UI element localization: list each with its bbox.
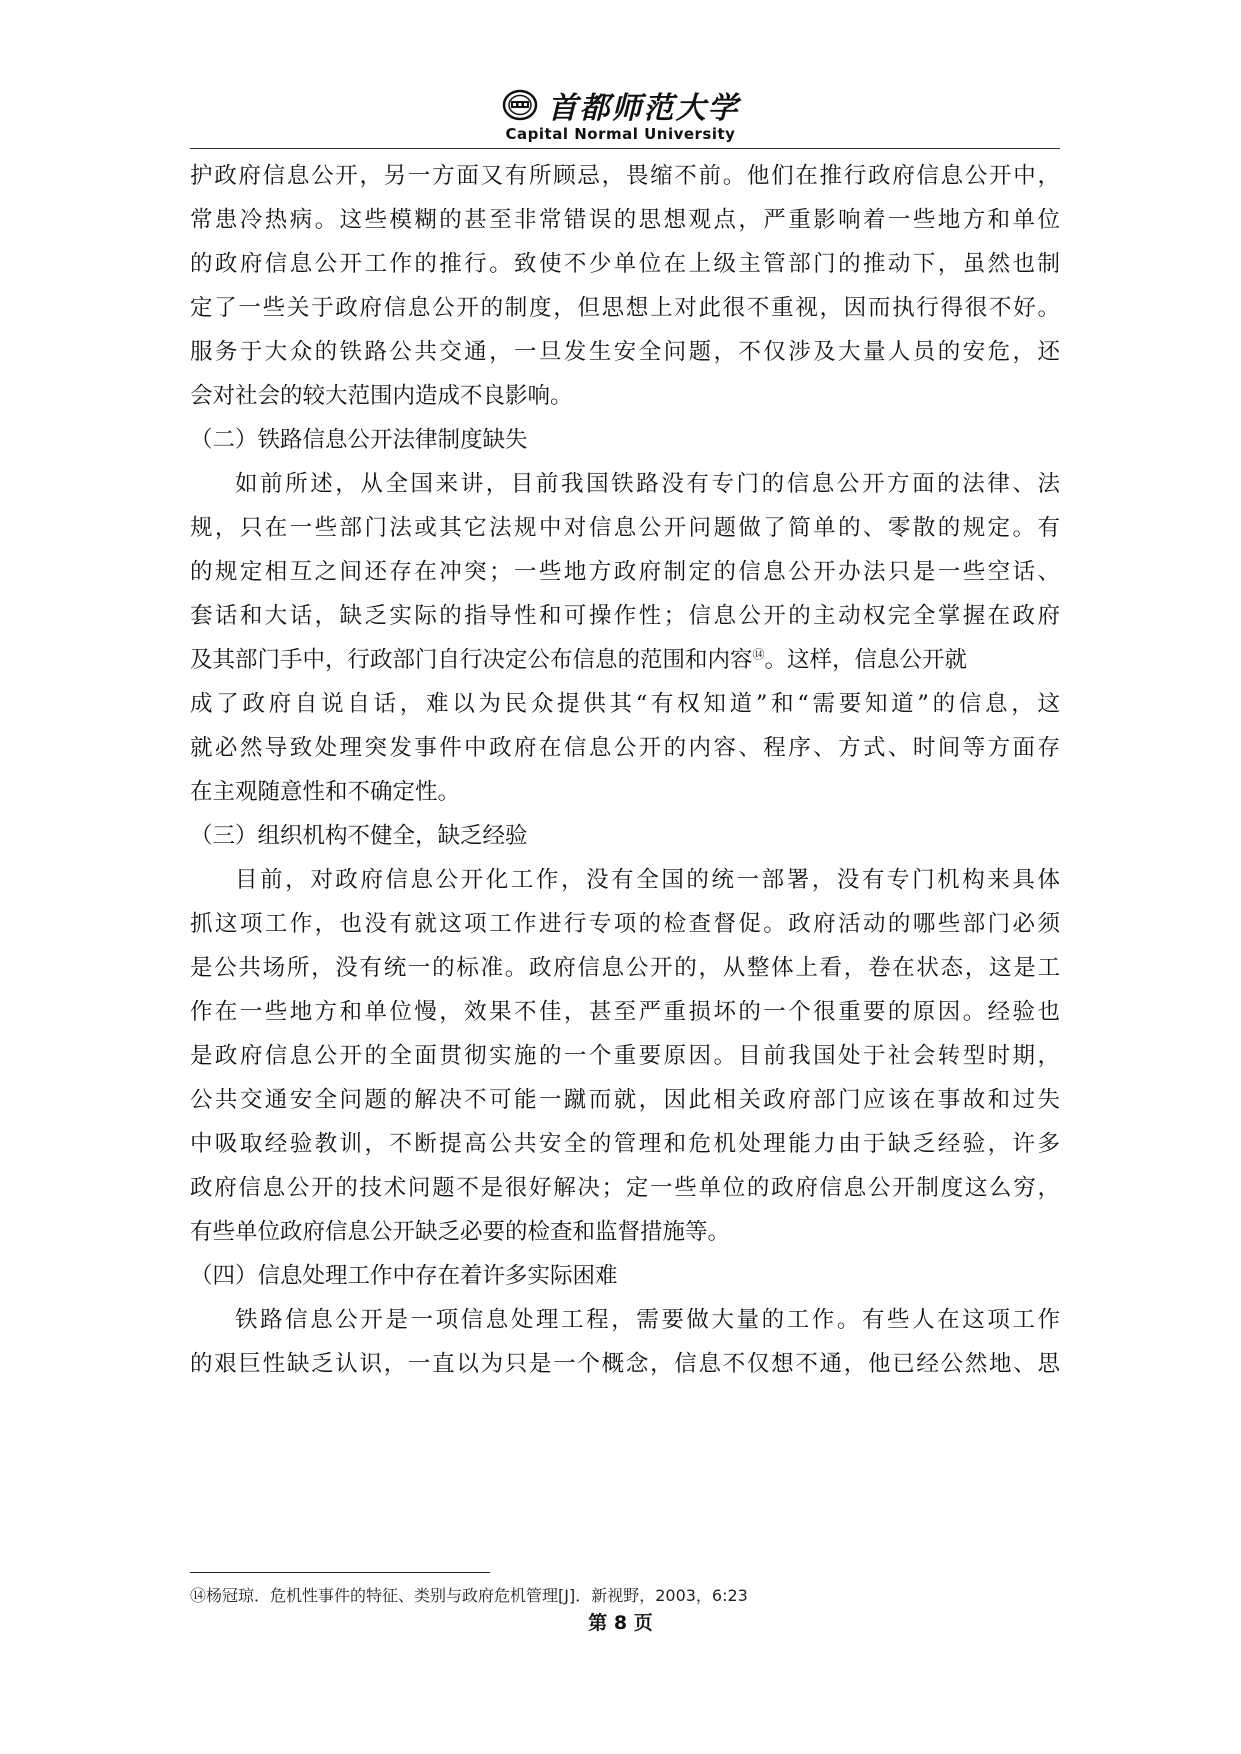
text-line-with-footnote [190, 638, 1060, 682]
text-line: 政府信息公开的技术问题不是很好解决；定一些单位的政府信息公开制度这么穷， [190, 1175, 1060, 1201]
text-line: 的规定相互之间还存在冲突；一些地方政府制定的信息公开办法只是一些空话、 [190, 559, 1060, 585]
text-line: 在主观随意性和不确定性。 [190, 779, 461, 805]
text-line: 是公共场所，没有统一的标准。政府信息公开的，从整体上看，卷在状态，这是工 [190, 955, 1060, 981]
text-segment: 及其部门手中，行政部门自行决定公布信息的范围和内容 [190, 647, 753, 673]
footnote: ⑭杨冠琼．危机性事件的特征、类别与政府危机管理[J]．新视野，2003，6:23 [190, 1586, 748, 1605]
university-seal-icon [502, 89, 538, 121]
text-line: 常患冷热病。这些模糊的甚至非常错误的思想观点，严重影响着一些地方和单位 [190, 207, 1060, 233]
body-text [190, 154, 1060, 1386]
text-line: 如前所述，从全国来讲，目前我国铁路没有专门的信息公开方面的法律、法 [235, 471, 1060, 497]
university-name-cn: 首都师范大学 [547, 91, 740, 126]
footnote-divider [190, 1572, 490, 1573]
text-segment: 。这样，信息公开就 [764, 647, 968, 673]
text-line: 抓这项工作，也没有就这项工作进行专项的检查督促。政府活动的哪些部门必须 [190, 911, 1060, 937]
section-heading: （三）组织机构不健全，缺乏经验 [190, 823, 528, 849]
page-number: 第 8 页 [588, 1612, 653, 1634]
university-logo [502, 86, 740, 124]
text-line: 成了政府自说自话，难以为民众提供其“有权知道”和“需要知道”的信息，这 [190, 691, 1060, 717]
text-line: 服务于大众的铁路公共交通，一旦发生安全问题，不仅涉及大量人员的安危，还 [190, 339, 1060, 365]
text-line: 中吸取经验教训，不断提高公共安全的管理和危机处理能力由于缺乏经验，许多 [190, 1131, 1060, 1157]
text-line: 护政府信息公开，另一方面又有所顾忌，畏缩不前。他们在推行政府信息公开中， [190, 163, 1060, 189]
section-heading: （二）铁路信息公开法律制度缺失 [190, 427, 528, 453]
text-line: 定了一些关于政府信息公开的制度，但思想上对此很不重视，因而执行得很不好。 [190, 295, 1060, 321]
university-name-en: Capital Normal University [505, 125, 736, 143]
text-line: 规，只在一些部门法或其它法规中对信息公开问题做了简单的、零散的规定。有 [190, 515, 1060, 541]
text-line: 的艰巨性缺乏认识，一直以为只是一个概念，信息不仅想不通，他已经公然地、思 [190, 1351, 1060, 1377]
text-line: 有些单位政府信息公开缺乏必要的检查和监督措施等。 [190, 1219, 731, 1245]
text-line: 套话和大话，缺乏实际的指导性和可操作性；信息公开的主动权完全掌握在政府 [190, 603, 1060, 629]
text-line: 是政府信息公开的全面贯彻实施的一个重要原因。目前我国处于社会转型时期， [190, 1043, 1060, 1069]
text-line: 就必然导致处理突发事件中政府在信息公开的内容、程序、方式、时间等方面存 [190, 735, 1060, 761]
section-heading: （四）信息处理工作中存在着许多实际困难 [190, 1263, 618, 1289]
text-line: 会对社会的较大范围内造成不良影响。 [190, 383, 573, 409]
footnote-marker: ⑭ [752, 647, 765, 662]
header-divider [190, 148, 1060, 149]
text-line: 的政府信息公开工作的推行。致使不少单位在上级主管部门的推动下，虽然也制 [190, 251, 1060, 277]
text-line: 铁路信息公开是一项信息处理工程，需要做大量的工作。有些人在这项工作 [235, 1307, 1060, 1333]
text-line: 目前，对政府信息公开化工作，没有全国的统一部署，没有专门机构来具体 [235, 867, 1060, 893]
text-line: 作在一些地方和单位慢，效果不佳，甚至严重损坏的一个很重要的原因。经验也 [190, 999, 1060, 1025]
page-header [0, 86, 1241, 146]
text-line: 公共交通安全问题的解决不可能一蹴而就，因此相关政府部门应该在事故和过失 [190, 1087, 1060, 1113]
